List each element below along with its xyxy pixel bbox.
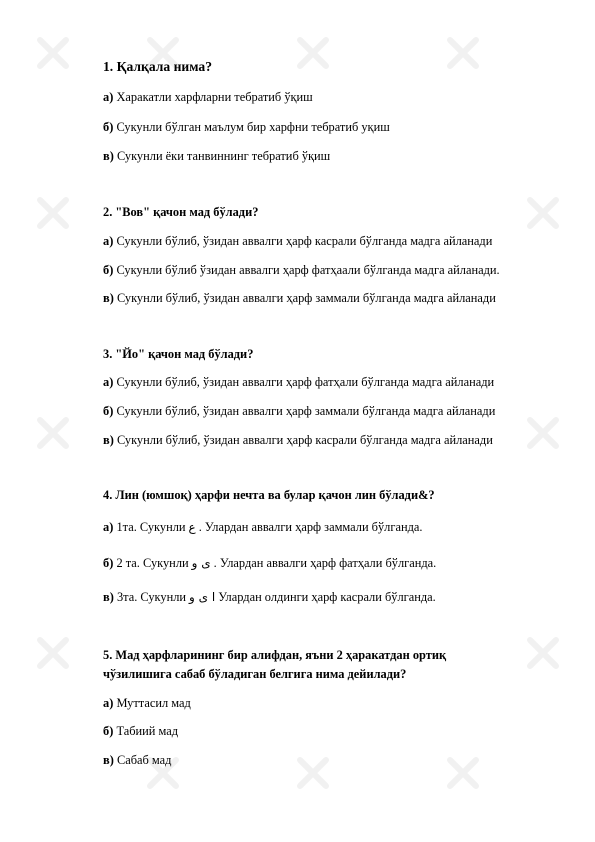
option-text-after: . Улардан аввалги ҳарф заммали бўлганда. [198, 520, 423, 534]
option-text-before: 3та. Сукунли [116, 590, 187, 604]
option-text: Сукунли бўлиб, ўзидан аввалги ҳарф фатҳали бўлганда мадга айланади [116, 375, 495, 389]
question-5-title-line-2: чўзилишига сабаб бўладиган белгига нима дейилади? [103, 667, 407, 681]
option-label: б) [103, 263, 114, 277]
option-label: а) [103, 520, 114, 534]
option-label: а) [103, 234, 114, 248]
option-text-before: 1та. Сукунли [116, 520, 186, 534]
question-4-option-a [103, 519, 422, 535]
question-1-option-a [103, 89, 313, 105]
question-3-title: 3. "Йо" қачон мад бўлади? [103, 347, 254, 361]
option-text: Харакатли харфларни тебратиб ўқиш [116, 90, 313, 104]
option-label: в) [103, 149, 114, 163]
question-3-option-c [103, 432, 493, 448]
option-label: б) [103, 120, 114, 134]
question-5-title-line-1: 5. Мад ҳарфларининг бир алифдан, яъни 2 ҳаракатдан ортиқ [103, 648, 447, 662]
option-text: Табиий мад [116, 724, 179, 738]
option-text: Сабаб мад [116, 753, 172, 767]
question-3-option-a [103, 374, 494, 390]
question-1-option-b [103, 119, 390, 135]
question-2-title: 2. "Вов" қачон мад бўлади? [103, 205, 259, 219]
option-text: Сукунли бўлган маълум бир харфни тебратиб уқиш [116, 120, 390, 134]
option-text: Сукунли бўлиб, ўзидан аввалги ҳарф заммали бўлганда мадга айланади [116, 291, 496, 305]
question-5-option-b [103, 723, 178, 739]
option-label: в) [103, 753, 114, 767]
option-label: а) [103, 375, 114, 389]
option-label: в) [103, 291, 114, 305]
arabic-letters: ع [188, 520, 196, 534]
question-3-option-b [103, 403, 495, 419]
option-text: Муттасил мад [116, 696, 191, 710]
arabic-letters: ا ى و [189, 590, 216, 604]
option-label: б) [103, 556, 114, 570]
option-text: Сукунли ёки танвиннинг тебратиб ўқиш [116, 149, 331, 163]
question-5-option-a [103, 695, 191, 711]
option-text: Сукунли бўлиб, ўзидан аввалги ҳарф заммали бўлганда мадга айланади [116, 404, 496, 418]
option-text-after: Улардан олдинги ҳарф касрали бўлганда. [218, 590, 436, 604]
option-text: Сукунли бўлиб, ўзидан аввалги ҳарф касрали бўлганда мадга айланади [116, 234, 493, 248]
option-label: а) [103, 696, 114, 710]
option-text-after: . Улардан аввалги ҳарф фатҳали бўлганда. [213, 556, 437, 570]
option-label: а) [103, 90, 114, 104]
question-1-option-c [103, 148, 330, 164]
question-4-title: 4. Лин (юмшоқ) ҳарфи нечта ва булар қачон лин бўлади&? [103, 488, 435, 502]
option-text: Сукунли бўлиб ўзидан аввалги ҳарф фатҳаали бўлганда мадга айланади. [116, 263, 500, 277]
arabic-letters: ى و [191, 556, 211, 570]
question-4-option-b [103, 555, 436, 571]
option-text-before: 2 та. Сукунли [116, 556, 189, 570]
option-text: Сукунли бўлиб, ўзидан аввалги ҳарф касрали бўлганда мадга айланади [116, 433, 493, 447]
option-label: в) [103, 433, 114, 447]
question-4-option-c [103, 589, 436, 605]
question-5-option-c [103, 752, 171, 768]
option-label: б) [103, 724, 114, 738]
question-2-option-c [103, 290, 496, 306]
question-2-option-b [103, 262, 500, 278]
question-2-option-a [103, 233, 492, 249]
question-1-title: 1. Қалқала нима? [103, 59, 212, 74]
option-label: б) [103, 404, 114, 418]
option-label: в) [103, 590, 114, 604]
